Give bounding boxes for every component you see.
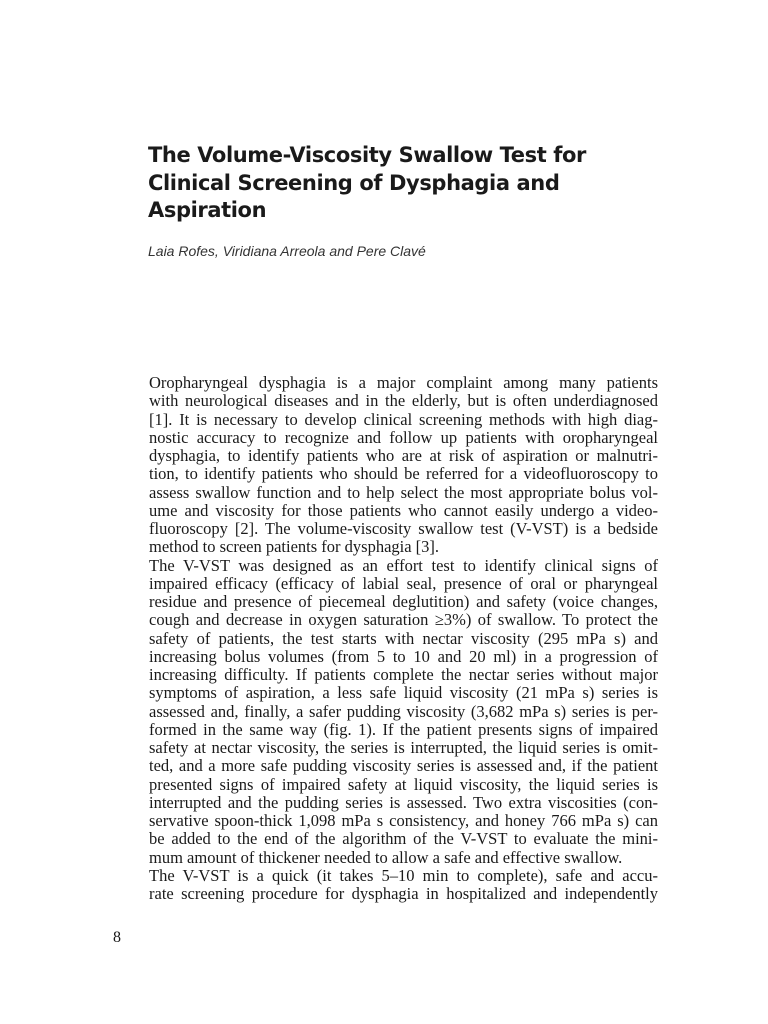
text-line: dysphagia, to identify patients who are at risk of aspiration or malnutri- [149,446,658,465]
text-line: [1]. It is necessary to develop clinical screening methods with high diag- [149,409,658,429]
text-line: symptoms of aspiration, a less safe liquid viscosity (21 mPa s) series is [149,683,658,703]
body-paragraph [113,867,658,904]
text-line: nostic accuracy to recognize and follow up patients with oropharyngeal [149,427,658,447]
page-number: 8 [113,929,121,946]
article-body [113,374,658,903]
text-line: fluoroscopy [2]. The volume-viscosity swallow test (V-VST) is a bedside [149,519,658,538]
title-line: The Volume-Viscosity Swallow Test for [148,143,586,167]
text-line: formed in the same way (fig. 1). If the patient presents signs of impaired [149,719,658,739]
title-line: Aspiration [148,198,267,222]
text-line: increasing difficulty. If patients complete the nectar series without major [149,665,658,684]
text-line: rate screening procedure for dysphagia in hospitalized and independently [149,884,658,903]
text-line: The V-VST is a quick (it takes 5–10 min to complete), safe and accu- [149,865,658,885]
article-authors: Laia Rofes, Viridiana Arreola and Pere Clavé [148,243,426,259]
article-title [148,142,708,225]
text-line: safety of patients, the test starts with nectar viscosity (295 mPa s) and [149,628,658,648]
text-line: ume and viscosity for those patients who cannot easily undergo a video- [149,500,658,520]
text-line: with neurological diseases and in the elderly, but is often underdiagnosed [149,391,658,411]
text-line: method to screen patients for dysphagia [3]. [149,537,440,557]
title-line: Clinical Screening of Dysphagia and [148,170,560,195]
text-line: assessed and, finally, a safer pudding viscosity (3,682 mPa s) series is per- [149,701,658,721]
body-paragraph [113,557,658,867]
text-line: The V-VST was designed as an effort test to identify clinical signs of [149,555,658,575]
text-line: assess swallow function and to help select the most appropriate bolus vol- [149,482,658,502]
text-line: Oropharyngeal dysphagia is a major complaint among many patients [149,373,658,392]
body-paragraph [113,374,658,557]
text-line: be added to the end of the algorithm of the V-VST to evaluate the mini- [149,829,658,849]
text-line: servative spoon-thick 1,098 mPa s consistency, and honey 766 mPa s) can [149,811,658,830]
text-line: residue and presence of piecemeal deglutition) and safety (voice changes, [149,592,658,611]
text-line: increasing bolus volumes (from 5 to 10 and 20 ml) in a progression of [149,646,658,666]
text-line: impaired efficacy (efficacy of labial seal, presence of oral or pharyngeal [149,573,658,593]
text-line: ted, and a more safe pudding viscosity series is assessed and, if the patient [149,756,658,776]
text-line: cough and decrease in oxygen saturation ≥3%) of swallow. To protect the [149,610,658,630]
text-line: safety at nectar viscosity, the series is interrupted, the liquid series is omit- [149,738,658,757]
text-line: tion, to identify patients who should be referred for a videofluoroscopy to [149,464,658,484]
text-line: presented signs of impaired safety at liquid viscosity, the liquid series is [149,774,658,794]
text-line: interrupted and the pudding series is assessed. Two extra viscosities (con- [149,792,658,812]
text-line: mum amount of thickener needed to allow a safe and effective swallow. [149,847,623,867]
